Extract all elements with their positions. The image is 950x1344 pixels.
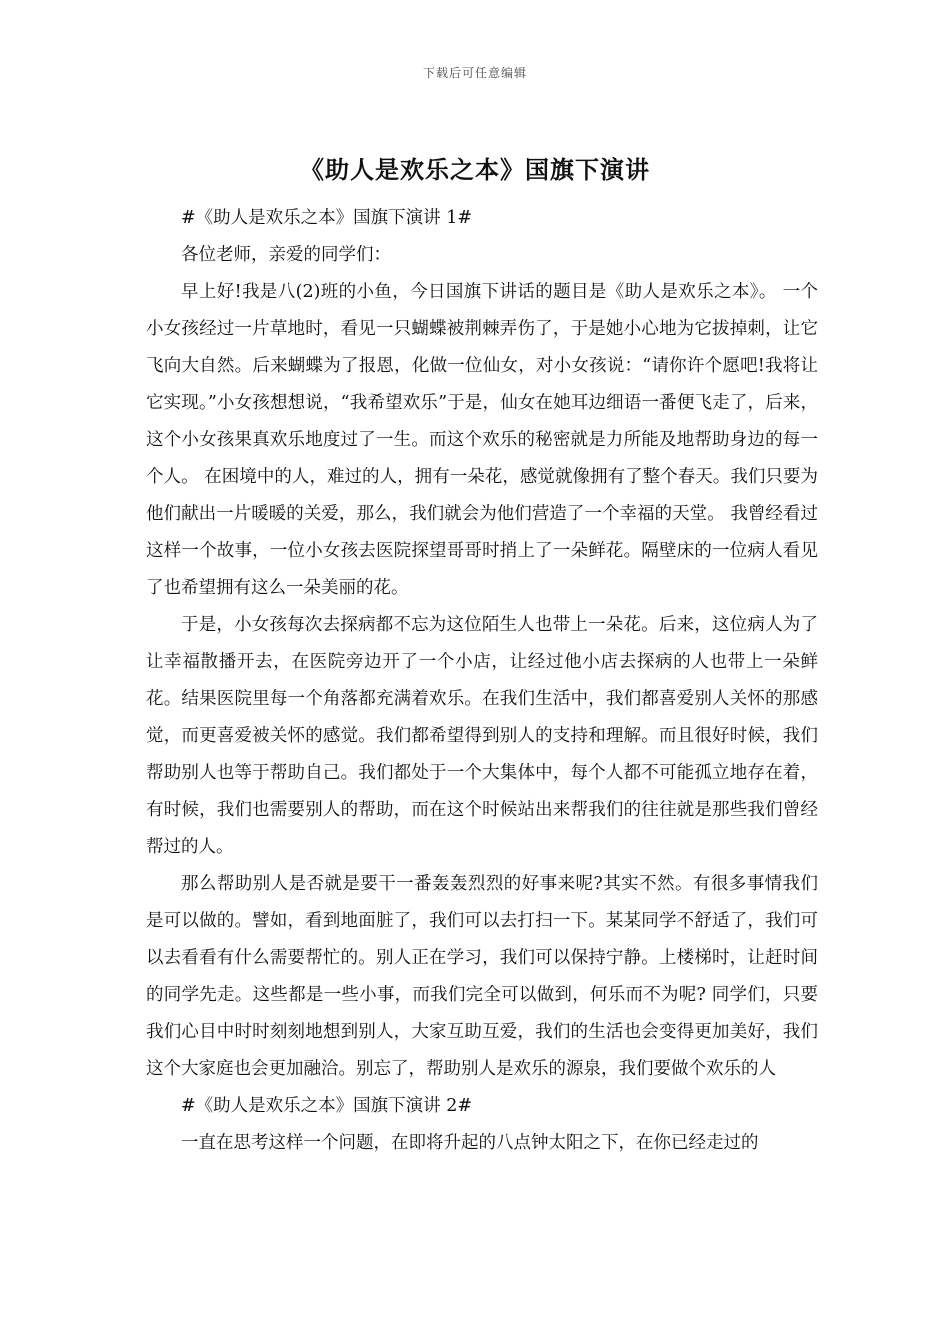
document-title: 《助人是欢乐之本》国旗下演讲 bbox=[300, 156, 650, 184]
document-body bbox=[146, 200, 818, 1162]
paragraph: 于是，小女孩每次去探病都不忘为这位陌生人也带上一朵花。后来，这位病人为了让幸福散播开去，在医院旁边开了一个小店，让经过他小店去探病的人也带上一朵鲜花。结果医院里每一个角落都充满着欢乐。在我们生活中，我们都喜爱别人关怀的那感觉，而更喜爱被关怀的感觉。我们都希望得到别人的支持和理解。而且很好时候，我们帮助别人也等于帮助自己。我们都处于一个大集体中，每个人都不可能孤立地存在着，有时候，我们也需要别人的帮助，而在这个时候站出来帮我们的往往就是那些我们曾经帮过的人。 bbox=[146, 615, 818, 857]
header-note: 下载后可任意编辑 bbox=[422, 66, 527, 80]
paragraph: 那么帮助别人是否就是要干一番轰轰烈烈的好事来呢?其实不然。有很多事情我们是可以做的。譬如，看到地面脏了，我们可以去打扫一下。某某同学不舒适了，我们可以去看看有什么需要帮忙的。别人正在学习，我们可以保持宁静。上楼梯时，让赶时间的同学先走。这些都是一些小事，而我们完全可以做到，何乐而不为呢? 同学们，只要我们心目中时时刻刻地想到别人，大家互助互爱，我们的生活也会变得更加美好，我们这个大家庭也会更加融洽。别忘了，帮助别人是欢乐的源泉，我们要做个欢乐的人 bbox=[146, 874, 818, 1079]
section-heading-1: #《助人是欢乐之本》国旗下演讲 1# bbox=[181, 208, 473, 228]
salutation: 各位老师，亲爱的同学们： bbox=[181, 245, 391, 265]
paragraph: 一直在思考这样一个问题，在即将升起的八点钟太阳之下，在你已经走过的 bbox=[181, 1133, 759, 1153]
section-heading-2: #《助人是欢乐之本》国旗下演讲 2# bbox=[181, 1096, 473, 1116]
paragraph: 早上好!我是八(2)班的小鱼，今日国旗下讲话的题目是《助人是欢乐之本》。 一个小女孩经过一片草地时，看见一只蝴蝶被荆棘弄伤了，于是她小心地为它拔掉刺，让它飞向大自然。后来蝴蝶为了报恩，化做一位仙女，对小女孩说：“请你许个愿吧!我将让它实现。”小女孩想想说，“我希望欢乐”于是，仙女在她耳边细语一番便飞走了，后来，这个小女孩果真欢乐地度过了一生。而这个欢乐的秘密就是力所能及地帮助身边的每一个人。 在困境中的人，难过的人，拥有一朵花，感觉就像拥有了整个春天。我们只要为他们献出一片暖暖的关爱，那么，我们就会为他们营造了一个幸福的天堂。 我曾经看过这样一个故事，一位小女孩去医院探望哥哥时捎上了一朵鲜花。隔壁床的一位病人看见了也希望拥有这么一朵美丽的花。 bbox=[146, 282, 818, 598]
